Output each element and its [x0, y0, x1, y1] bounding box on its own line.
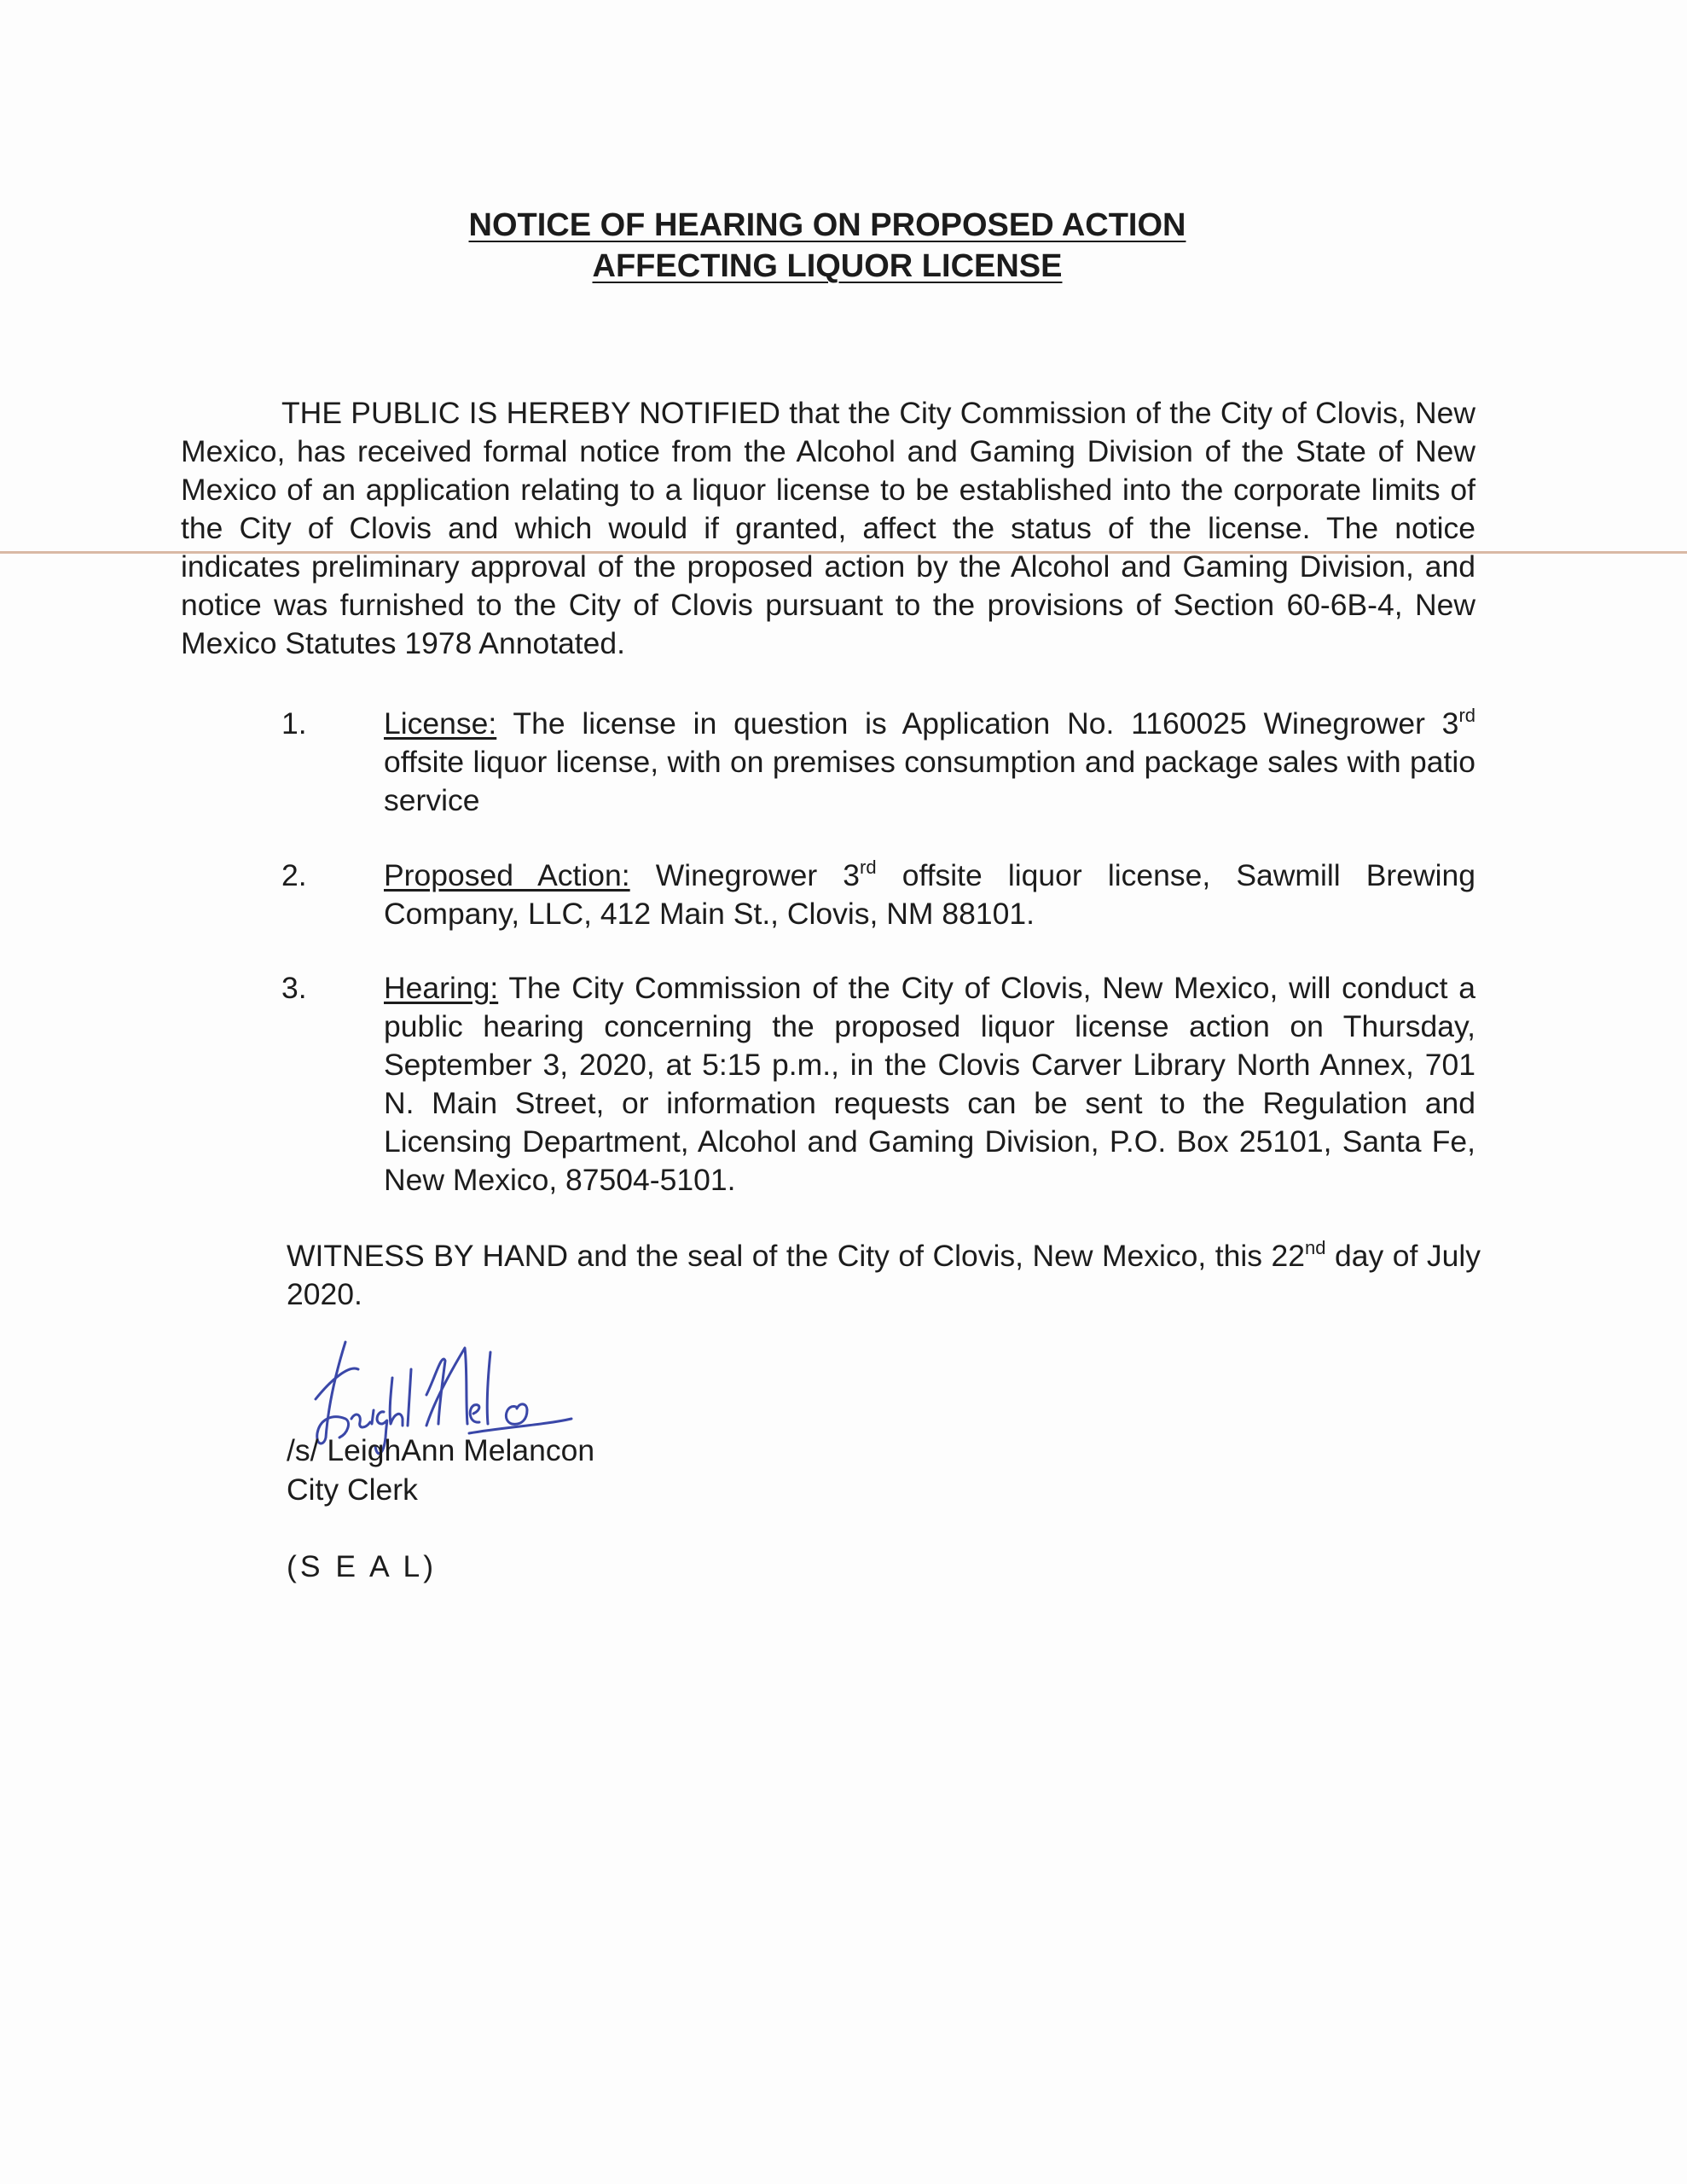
item-text	[384, 705, 1475, 820]
item-number: 3.	[281, 971, 307, 1005]
witness-statement	[287, 1237, 1481, 1314]
item-label: License:	[384, 706, 497, 741]
item-body-b: offsite liquor license, with on premises consumption and package sales with patio service	[384, 745, 1475, 817]
ordinal-suffix: rd	[860, 857, 877, 878]
ordinal-suffix: nd	[1305, 1237, 1326, 1258]
item-label: Hearing:	[384, 971, 499, 1005]
item-number: 2.	[281, 858, 307, 892]
ordinal-suffix: rd	[1458, 705, 1475, 726]
seal-placeholder: (S E A L)	[287, 1549, 438, 1583]
title-line-2: AFFECTING LIQUOR LICENSE	[592, 248, 1063, 284]
item-text	[384, 969, 1475, 1199]
title-line-1: NOTICE OF HEARING ON PROPOSED ACTION	[468, 207, 1186, 243]
item-label: Proposed Action:	[384, 858, 630, 892]
item-text	[384, 857, 1475, 933]
notice-title	[0, 205, 1655, 287]
intro-paragraph	[181, 394, 1475, 663]
item-number: 1.	[281, 706, 307, 741]
signatory-title: City Clerk	[287, 1472, 418, 1507]
item-body-b: offsite liquor license, Sawmill Brewing Company, LLC, 412 Main St., Clovis, NM 88101.	[384, 858, 1475, 931]
item-body-a: Winegrower 3	[655, 858, 861, 892]
witness-text-b: day of July 2020.	[287, 1239, 1481, 1311]
item-body-a: The license in question is Application No. 1160025 Winegrower 3	[513, 706, 1459, 741]
witness-text-a: WITNESS BY HAND and the seal of the City of Clovis, New Mexico, this 22	[287, 1239, 1306, 1273]
intro-text: THE PUBLIC IS HEREBY NOTIFIED that the City Commission of the City of Clovis, New Mexico, has received formal notice from the Alcohol and Gaming Division of the State of New Mexico of an application relating to a liquor license to be established into the corporate limits of the City of Clovis and which would if granted, affect the status of the license. The notice indicates preliminary approval of the proposed action by the Alcohol and Gaming Division, and notice was furnished to the City of Clovis pursuant to the provisions of Section 60-6B-4, New Mexico Statutes 1978 Annotated.	[181, 396, 1475, 660]
item-body: The City Commission of the City of Clovis, New Mexico, will conduct a public hearing concerning the proposed liquor license action on Thursday, September 3, 2020, at 5:15 p.m., in the Clovis Carver Library North Annex, 701 N. Main Street, or information requests can be sent to the Regulation and Licensing Department, Alcohol and Gaming Division, P.O. Box 25101, Santa Fe, New Mexico, 87504-5101.	[384, 971, 1475, 1197]
signatory-name: /s/ LeighAnn Melancon	[287, 1433, 595, 1467]
